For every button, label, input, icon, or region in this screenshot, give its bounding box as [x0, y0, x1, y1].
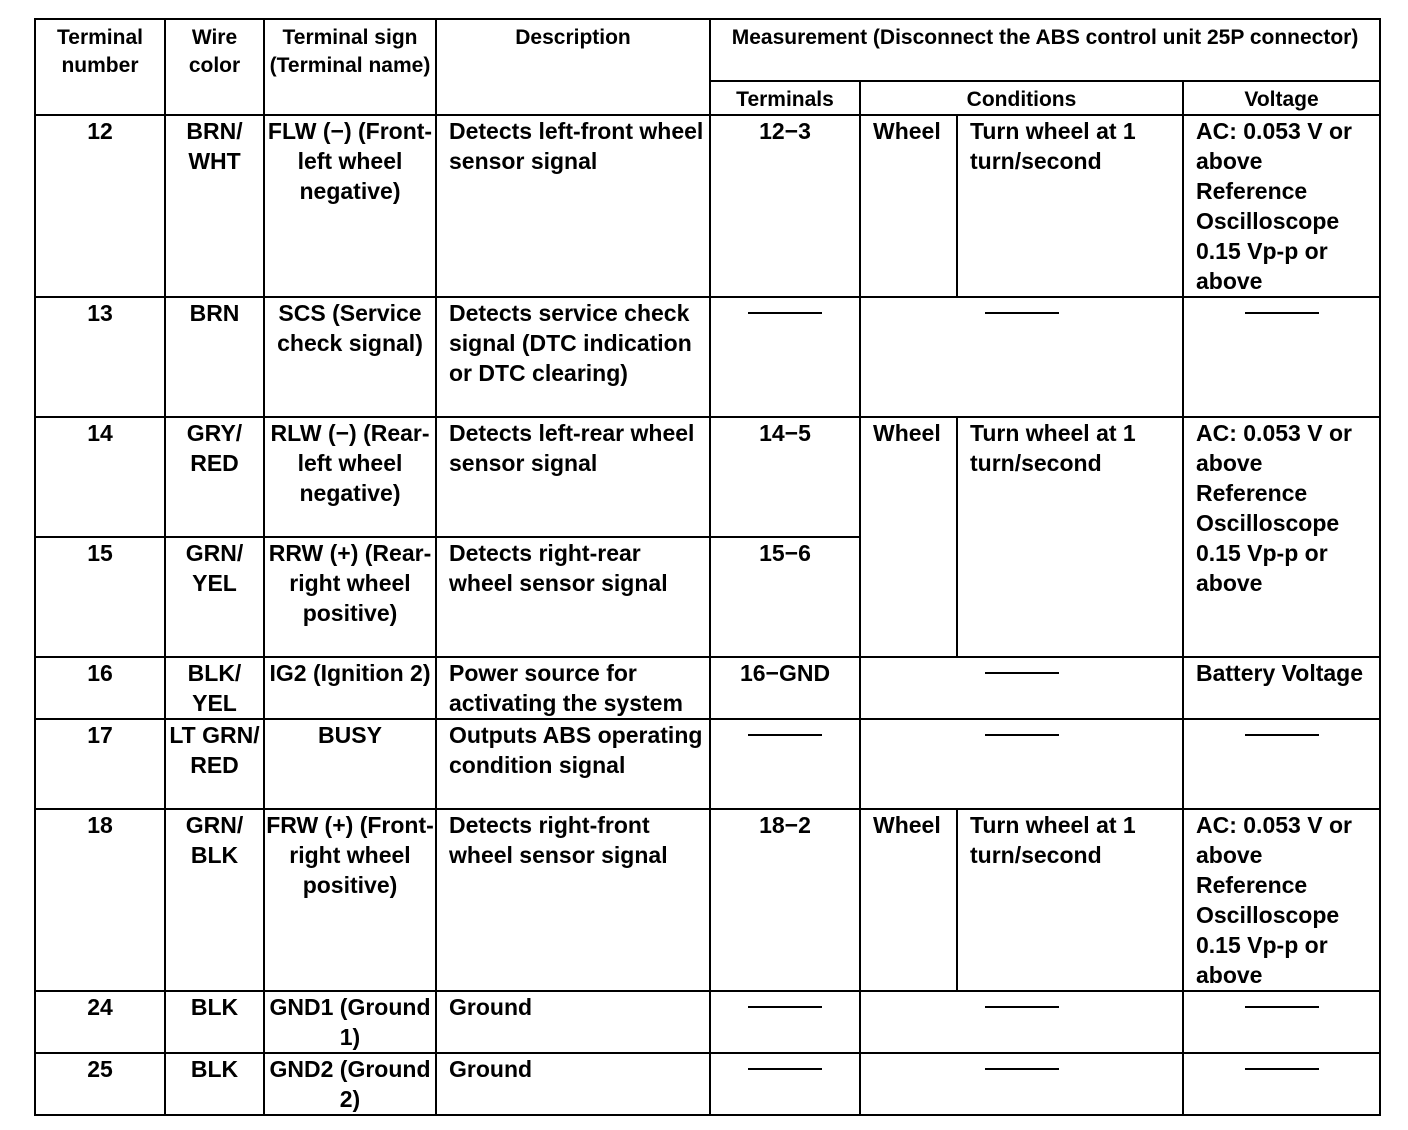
table-row	[35, 657, 1380, 719]
header-wire-color: Wire color	[165, 19, 264, 115]
terminal-sign: GND2 (Ground 2)	[264, 1053, 436, 1115]
terminals: 12−3	[710, 115, 860, 297]
dash-line	[748, 1006, 822, 1008]
conditions-empty	[860, 991, 1183, 1053]
condition: Turn wheel at 1 turn/second	[957, 809, 1183, 991]
condition: Turn wheel at 1 turn/second	[957, 417, 1183, 657]
dash-line	[748, 734, 822, 736]
terminal-sign: FRW (+) (Front-right wheel positive)	[264, 809, 436, 991]
wire-color: BRN/ WHT	[165, 115, 264, 297]
dash-line	[985, 672, 1059, 674]
terminal-number: 24	[35, 991, 165, 1053]
condition-part: Wheel	[860, 417, 957, 657]
terminal-table	[34, 18, 1381, 1116]
dash-line	[985, 1006, 1059, 1008]
voltage: AC: 0.053 V or above Reference Oscilloscope 0.15 Vp-p or above	[1183, 115, 1380, 297]
terminal-sign: BUSY	[264, 719, 436, 809]
terminal-number: 12	[35, 115, 165, 297]
terminal-sign: GND1 (Ground 1)	[264, 991, 436, 1053]
wire-color: BLK	[165, 991, 264, 1053]
terminals-empty	[710, 1053, 860, 1115]
terminal-sign: RLW (−) (Rear-left wheel negative)	[264, 417, 436, 537]
wire-color: BRN	[165, 297, 264, 417]
header-terminal-number: Terminal number	[35, 19, 165, 115]
table-row	[35, 991, 1380, 1053]
header-terminal-sign: Terminal sign (Terminal name)	[264, 19, 436, 115]
voltage-empty	[1183, 297, 1380, 417]
terminals: 18−2	[710, 809, 860, 991]
description: Ground	[436, 1053, 710, 1115]
terminal-number: 15	[35, 537, 165, 657]
conditions-empty	[860, 657, 1183, 719]
terminal-number: 17	[35, 719, 165, 809]
terminal-number: 13	[35, 297, 165, 417]
header-measurement: Measurement (Disconnect the ABS control unit 25P connector)	[710, 19, 1380, 81]
header-terminals: Terminals	[710, 81, 860, 115]
wire-color: GRY/ RED	[165, 417, 264, 537]
terminal-number: 16	[35, 657, 165, 719]
table-row	[35, 1053, 1380, 1115]
dash-line	[1245, 1006, 1319, 1008]
description: Outputs ABS operating condition signal	[436, 719, 710, 809]
description: Detects right-rear wheel sensor signal	[436, 537, 710, 657]
wire-color: BLK	[165, 1053, 264, 1115]
wire-color: LT GRN/ RED	[165, 719, 264, 809]
table-row	[35, 719, 1380, 809]
condition: Turn wheel at 1 turn/second	[957, 115, 1183, 297]
terminals-empty	[710, 991, 860, 1053]
dash-line	[985, 734, 1059, 736]
terminals-empty	[710, 297, 860, 417]
condition-part: Wheel	[860, 115, 957, 297]
dash-line	[1245, 1068, 1319, 1070]
dash-line	[985, 312, 1059, 314]
header-voltage: Voltage	[1183, 81, 1380, 115]
terminal-number: 18	[35, 809, 165, 991]
terminal-sign: RRW (+) (Rear-right wheel positive)	[264, 537, 436, 657]
header-conditions: Conditions	[860, 81, 1183, 115]
terminal-number: 25	[35, 1053, 165, 1115]
description: Detects left-front wheel sensor signal	[436, 115, 710, 297]
terminals-empty	[710, 719, 860, 809]
conditions-empty	[860, 297, 1183, 417]
terminals: 16−GND	[710, 657, 860, 719]
wire-color: GRN/ BLK	[165, 809, 264, 991]
description: Power source for activating the system	[436, 657, 710, 719]
wire-color: BLK/ YEL	[165, 657, 264, 719]
conditions-empty	[860, 719, 1183, 809]
table-row	[35, 809, 1380, 991]
header-description: Description	[436, 19, 710, 115]
dash-line	[1245, 734, 1319, 736]
description: Detects service check signal (DTC indication or DTC clearing)	[436, 297, 710, 417]
terminals: 14−5	[710, 417, 860, 537]
voltage-empty	[1183, 1053, 1380, 1115]
dash-line	[985, 1068, 1059, 1070]
description: Ground	[436, 991, 710, 1053]
dash-line	[748, 1068, 822, 1070]
terminal-sign: IG2 (Ignition 2)	[264, 657, 436, 719]
terminal-sign: FLW (−) (Front-left wheel negative)	[264, 115, 436, 297]
terminal-number: 14	[35, 417, 165, 537]
table-row	[35, 297, 1380, 417]
description: Detects right-front wheel sensor signal	[436, 809, 710, 991]
voltage-empty	[1183, 719, 1380, 809]
condition-part: Wheel	[860, 809, 957, 991]
table-row	[35, 115, 1380, 297]
voltage-empty	[1183, 991, 1380, 1053]
wire-color: GRN/ YEL	[165, 537, 264, 657]
voltage: AC: 0.053 V or above Reference Oscilloscope 0.15 Vp-p or above	[1183, 417, 1380, 657]
voltage: AC: 0.053 V or above Reference Oscilloscope 0.15 Vp-p or above	[1183, 809, 1380, 991]
terminals: 15−6	[710, 537, 860, 657]
table-row	[35, 417, 1380, 537]
voltage: Battery Voltage	[1183, 657, 1380, 719]
conditions-empty	[860, 1053, 1183, 1115]
description: Detects left-rear wheel sensor signal	[436, 417, 710, 537]
dash-line	[1245, 312, 1319, 314]
terminal-sign: SCS (Service check signal)	[264, 297, 436, 417]
dash-line	[748, 312, 822, 314]
